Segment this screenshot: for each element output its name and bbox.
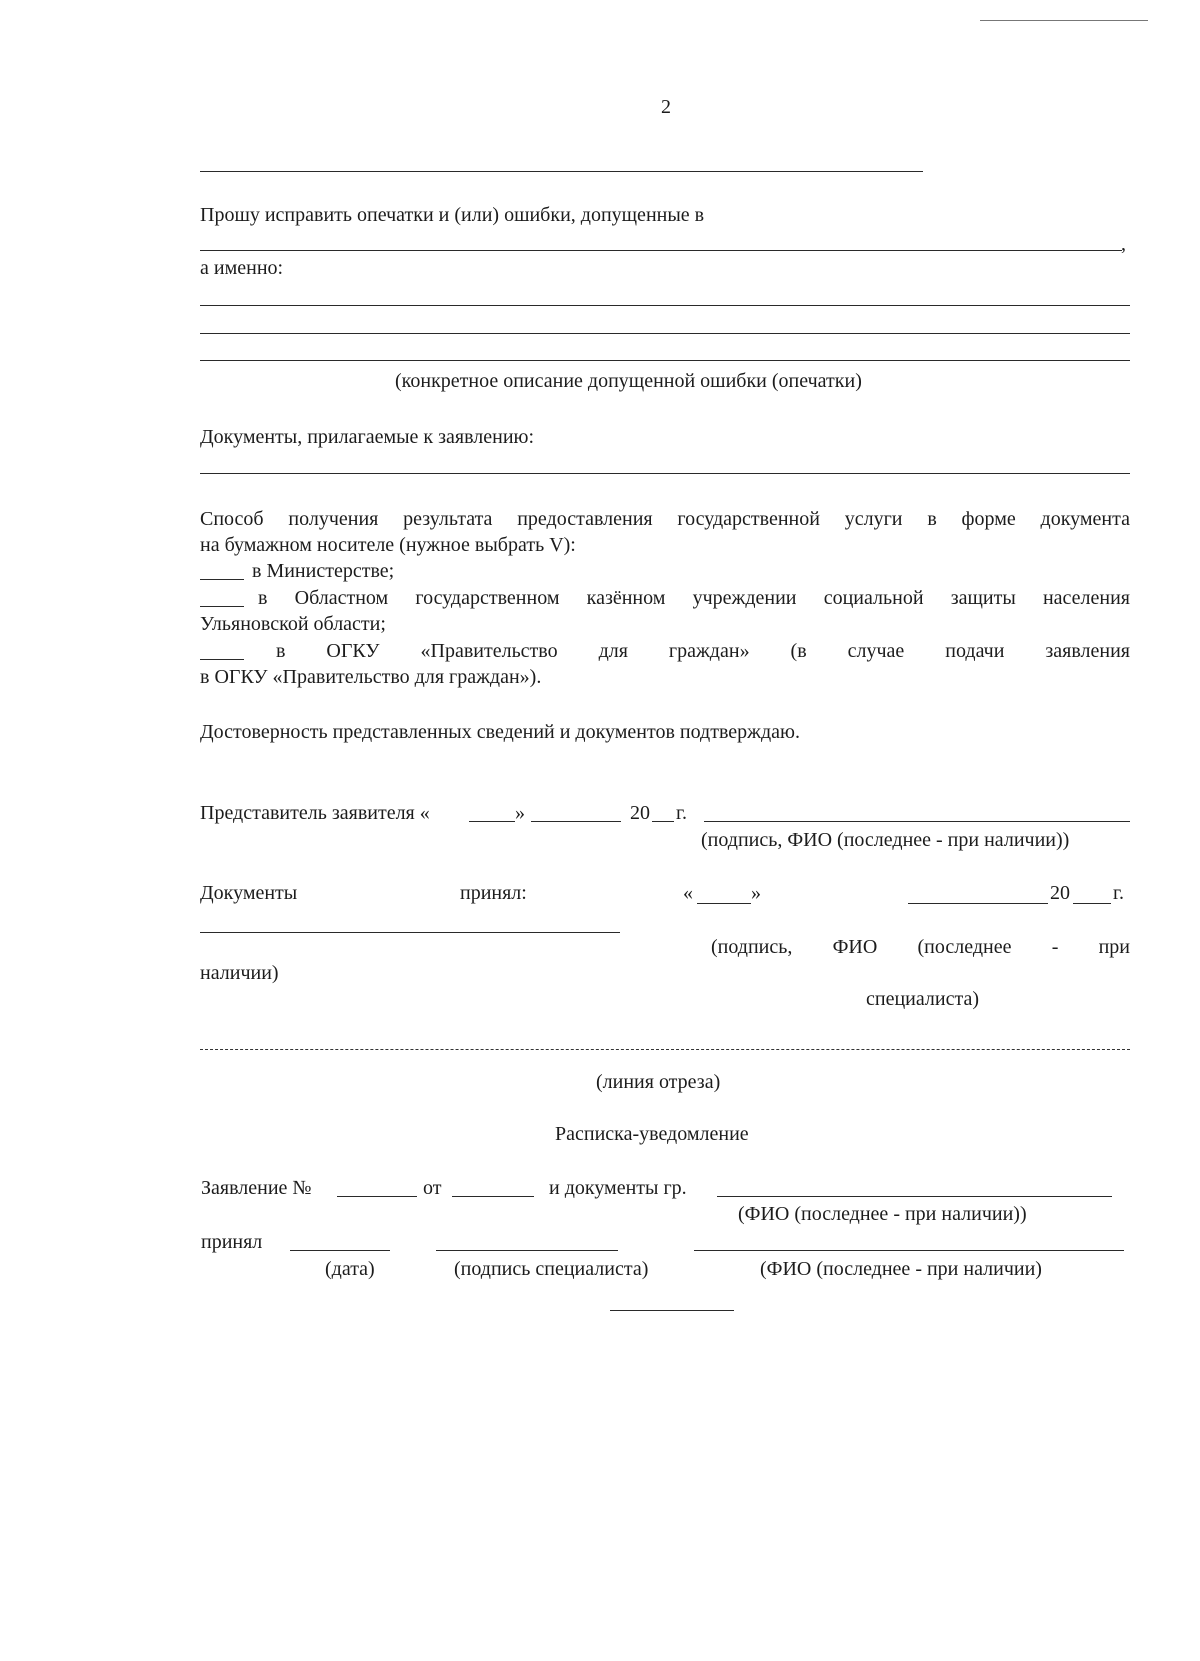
receipt-statement-label: Заявление № xyxy=(201,1177,312,1199)
error-description-caption: (конкретное описание допущенной ошибки (опечатки) xyxy=(395,370,862,392)
receipt-accepted-date-line[interactable] xyxy=(290,1250,390,1251)
accepted-quote-close: » xyxy=(751,882,761,904)
request-text: Прошу исправить опечатки и (или) ошибки, допущенные в xyxy=(200,204,705,226)
accepted-month-line[interactable] xyxy=(908,903,1048,904)
attached-documents-line xyxy=(200,473,1130,474)
accepted-year-line[interactable] xyxy=(1073,903,1111,904)
method-text-line-1: Способ получения результата предоставления государственной услуги в форме документа xyxy=(200,508,1130,530)
receipt-fio-caption-2: (ФИО (последнее - при наличии) xyxy=(760,1258,1042,1280)
receipt-from-label: от xyxy=(423,1177,442,1199)
namely-label: а именно: xyxy=(200,257,284,279)
receipt-accepted-label: принял xyxy=(201,1231,263,1253)
accepted-day-line[interactable] xyxy=(697,903,751,904)
header-blank-line xyxy=(200,171,923,172)
accepted-year-suffix: г. xyxy=(1113,882,1124,904)
representative-quote-close: » xyxy=(515,802,525,824)
accepted-caption-line-3: специалиста) xyxy=(866,988,979,1010)
option3-checkbox-line[interactable] xyxy=(200,659,244,660)
error-description-line-1 xyxy=(200,305,1130,306)
cut-line-caption: (линия отреза) xyxy=(596,1071,721,1093)
receipt-accepted-fio-line[interactable] xyxy=(694,1250,1124,1251)
error-description-line-3 xyxy=(200,360,1130,361)
page-number: 2 xyxy=(661,96,671,118)
accepted-label-accepted: принял: xyxy=(460,882,527,904)
method-text-line-2: на бумажном носителе (нужное выбрать V): xyxy=(200,534,576,556)
cut-dashed-line xyxy=(200,1049,1130,1050)
representative-day-line[interactable] xyxy=(469,821,515,822)
confirmation-text: Достоверность представленных сведений и документов подтверждаю. xyxy=(200,721,800,743)
representative-year-line[interactable] xyxy=(652,821,674,822)
option2-label-line-1: в Областном государственном казённом учреждении социальной защиты населения xyxy=(258,587,1130,609)
accepted-caption-line-2: наличии) xyxy=(200,962,279,984)
accepted-year-prefix: 20 xyxy=(1050,882,1070,904)
receipt-accepted-signature-line[interactable] xyxy=(436,1250,618,1251)
request-comma: , xyxy=(1121,233,1126,255)
accepted-label-documents: Документы xyxy=(200,882,298,904)
end-of-document-line xyxy=(610,1310,734,1311)
receipt-documents-label: и документы гр. xyxy=(549,1177,687,1199)
accepted-quote-open: « xyxy=(683,882,693,904)
representative-month-line[interactable] xyxy=(531,821,621,822)
attached-documents-label: Документы, прилагаемые к заявлению: xyxy=(200,426,535,448)
option1-checkbox-line[interactable] xyxy=(200,579,244,580)
option2-checkbox-line[interactable] xyxy=(200,606,244,607)
receipt-fio-caption: (ФИО (последнее - при наличии)) xyxy=(738,1203,1027,1225)
receipt-date-caption: (дата) xyxy=(325,1258,375,1280)
error-description-line-2 xyxy=(200,333,1130,334)
request-blank-line xyxy=(200,250,1122,251)
receipt-fio-line[interactable] xyxy=(717,1196,1112,1197)
option3-label-line-2: в ОГКУ «Правительство для граждан»). xyxy=(200,666,542,688)
receipt-signature-caption: (подпись специалиста) xyxy=(454,1258,649,1280)
representative-signature-line[interactable] xyxy=(704,821,1130,822)
option2-label-line-2: Ульяновской области; xyxy=(200,613,386,635)
accepted-caption-line-1: (подпись, ФИО (последнее - при xyxy=(711,936,1130,958)
scan-mark-line xyxy=(980,20,1148,21)
representative-year-prefix: 20 xyxy=(630,802,650,824)
receipt-date-line[interactable] xyxy=(452,1196,534,1197)
accepted-signature-line[interactable] xyxy=(200,932,620,933)
receipt-title: Расписка-уведомление xyxy=(555,1123,749,1145)
option1-label: в Министерстве; xyxy=(252,560,395,582)
representative-label: Представитель заявителя « xyxy=(200,802,430,824)
receipt-number-line[interactable] xyxy=(337,1196,417,1197)
option3-label-line-1: в ОГКУ «Правительство для граждан» (в случае подачи заявления xyxy=(276,640,1130,662)
representative-signature-caption: (подпись, ФИО (последнее - при наличии)) xyxy=(701,829,1070,851)
representative-year-suffix: г. xyxy=(676,802,687,824)
